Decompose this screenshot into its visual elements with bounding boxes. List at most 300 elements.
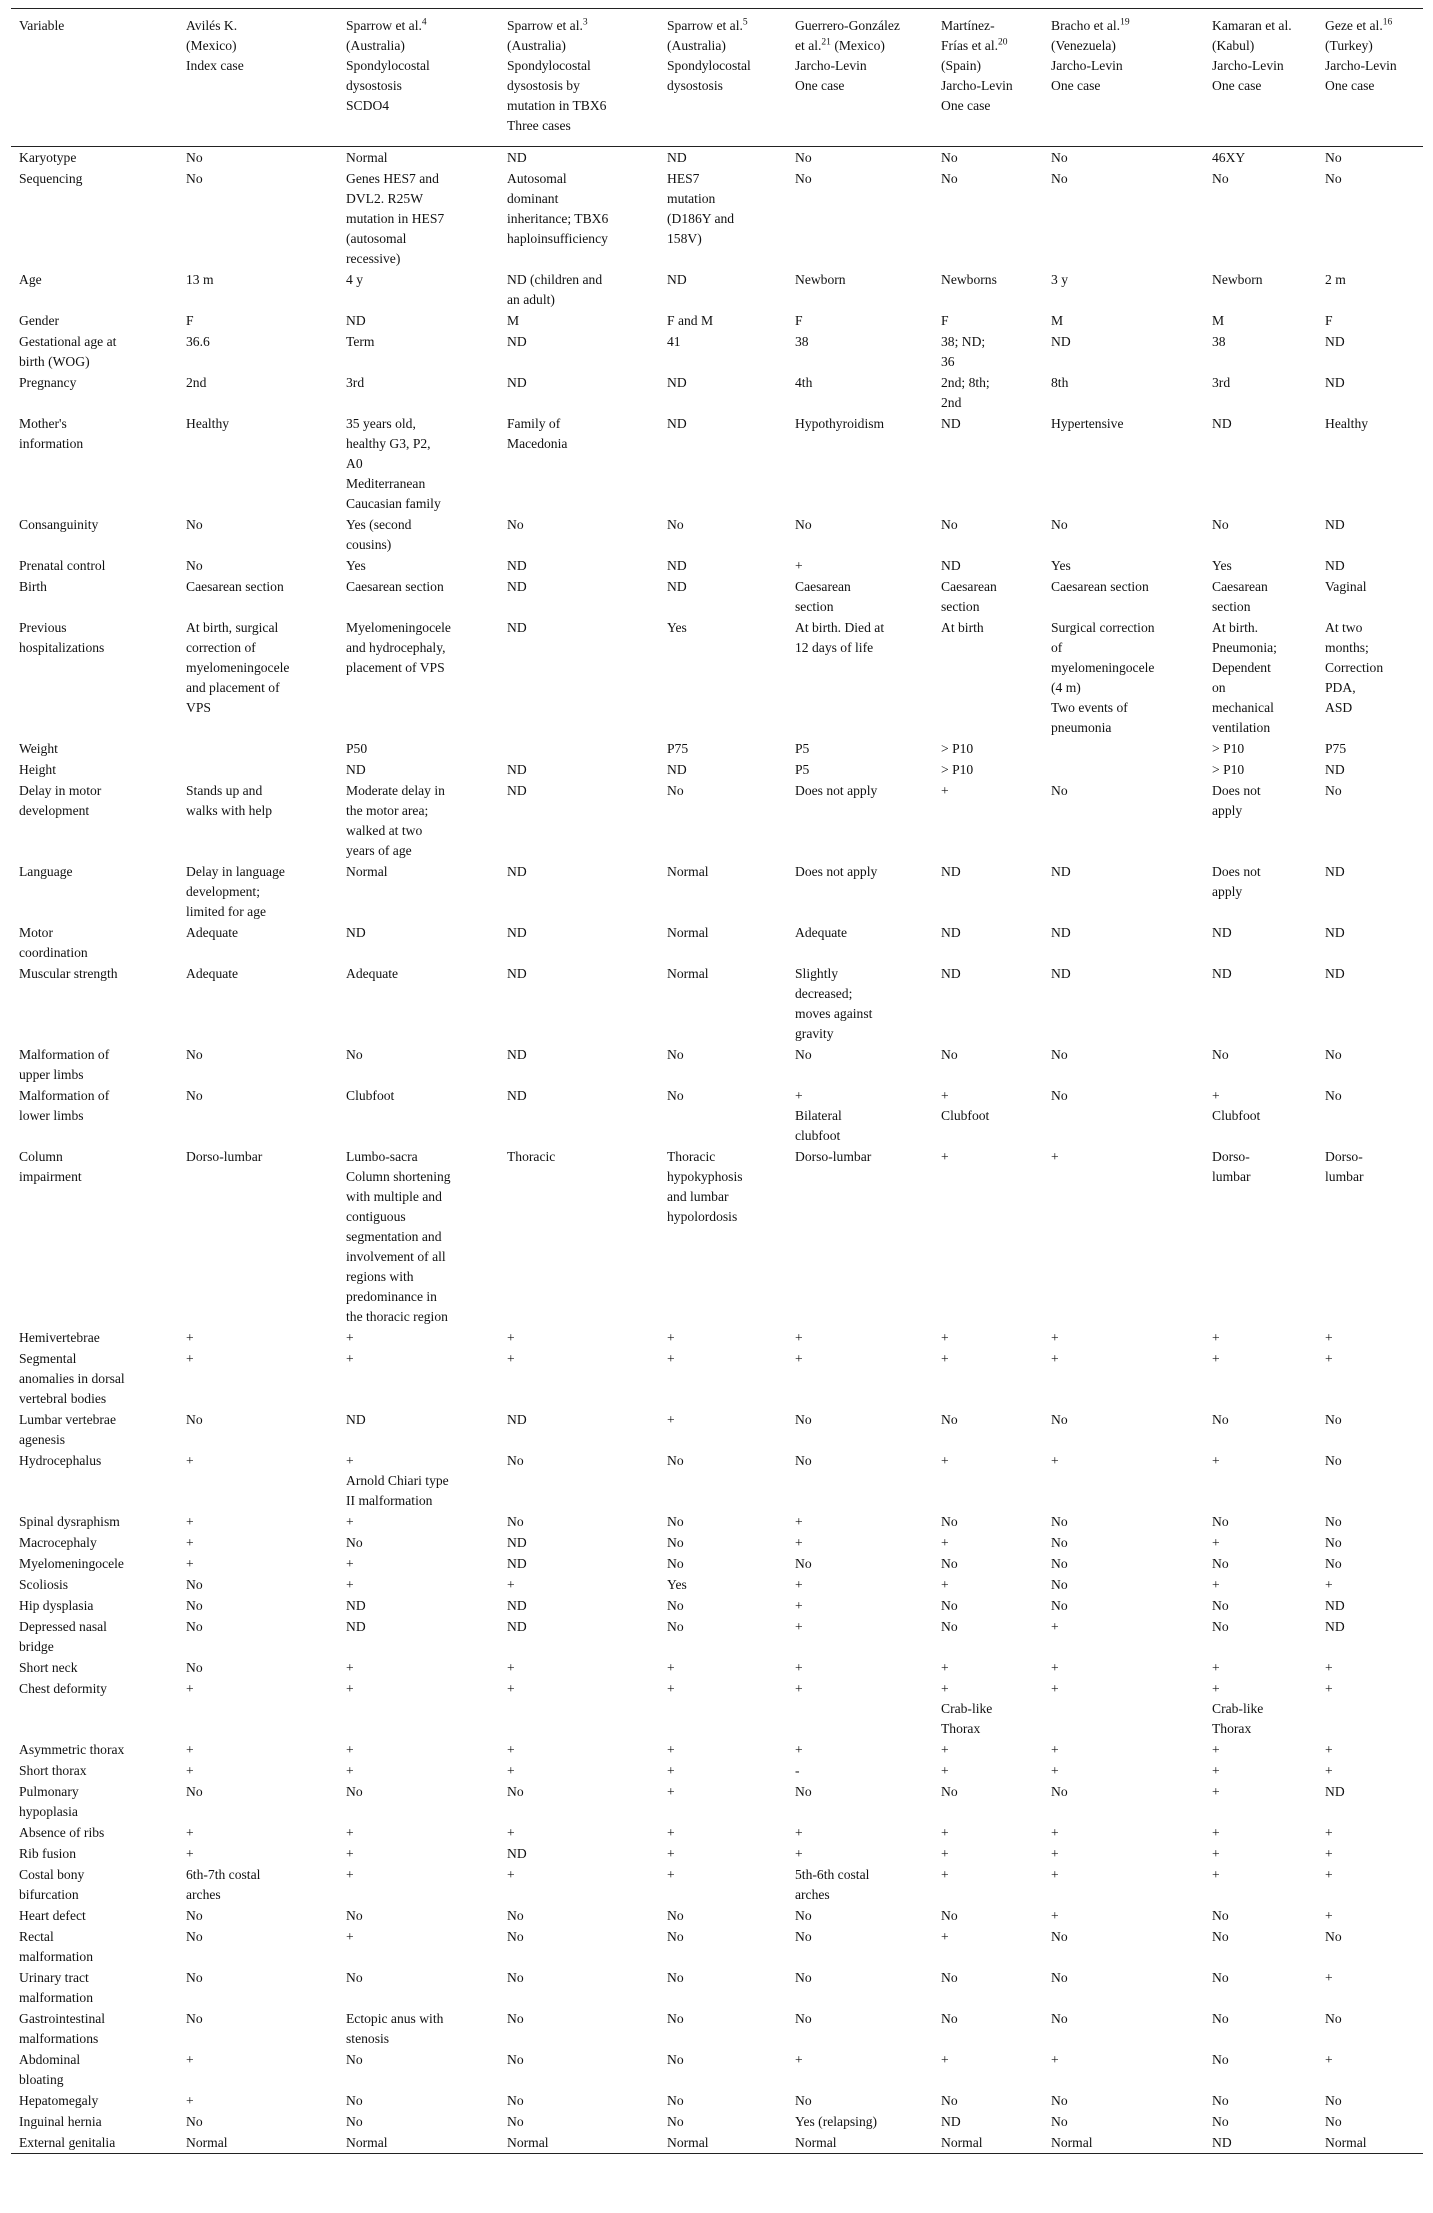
row-label-cell [11, 2008, 178, 2049]
cell-line: + [346, 1453, 354, 1468]
table-cell [1043, 1450, 1204, 1511]
table-row-karyotype [11, 147, 1423, 169]
table-cell [659, 147, 787, 169]
cell-line: No [1212, 2093, 1229, 2108]
table-cell [178, 2111, 338, 2132]
cell-line: No [941, 2093, 958, 2108]
table-cell [1043, 372, 1204, 413]
row-label-cell [11, 269, 178, 310]
cell-line: No [186, 1577, 203, 1592]
table-cell [659, 922, 787, 963]
table-cell [659, 1450, 787, 1511]
table-cell [787, 168, 933, 269]
table-row-mother-s-information [11, 413, 1423, 514]
table-cell [338, 738, 499, 759]
cell-line: At birth. [1212, 620, 1259, 635]
cell-line: No [1051, 2114, 1068, 2129]
column-header-line: Jarcho-Levin [1325, 58, 1397, 73]
cell-line: + [1051, 1908, 1059, 1923]
cell-line: ND [1212, 966, 1232, 981]
cell-line: + [941, 1929, 949, 1944]
cell-line: Clubfoot [941, 1108, 990, 1123]
cell-line: No [186, 558, 203, 573]
table-cell [338, 1085, 499, 1146]
table-cell [659, 1739, 787, 1760]
cell-line: + [1051, 1330, 1059, 1345]
table-cell [338, 331, 499, 372]
table-cell [178, 310, 338, 331]
row-label-line: Chest deformity [19, 1681, 107, 1696]
cell-line: Myelomeningocele [346, 620, 451, 635]
cell-line: Surgical correction [1051, 620, 1155, 635]
cell-line: No [795, 2093, 812, 2108]
table-cell [787, 1843, 933, 1864]
cell-line: 13 m [186, 272, 214, 287]
column-header-line: Jarcho-Levin [1212, 58, 1284, 73]
row-label-cell [11, 1532, 178, 1553]
cell-line: Yes (second [346, 517, 412, 532]
table-cell [338, 861, 499, 922]
table-cell [1204, 1409, 1317, 1450]
cell-line: + [186, 1514, 194, 1529]
cell-line: No [941, 1908, 958, 1923]
cell-line: A0 [346, 456, 363, 471]
cell-line: 6th-7th costal [186, 1867, 261, 1882]
table-cell [1043, 1967, 1204, 2008]
table-cell [1317, 922, 1423, 963]
cell-line: No [1051, 517, 1068, 532]
cell-line: Slightly [795, 966, 839, 981]
row-label-cell [11, 514, 178, 555]
cell-line: - [795, 1763, 800, 1778]
cell-line: II malformation [346, 1493, 433, 1508]
cell-line: + [941, 1149, 949, 1164]
table-row-malformation-of-upper-limbs [11, 1044, 1423, 1085]
cell-line: gravity [795, 1026, 834, 1041]
row-label-line: Column [19, 1149, 63, 1164]
cell-line: Caesarean [941, 579, 997, 594]
cell-line: Dependent [1212, 660, 1271, 675]
table-cell [1204, 1553, 1317, 1574]
row-label-line: Macrocephaly [19, 1535, 97, 1550]
table-cell [933, 1905, 1043, 1926]
table-cell [1204, 1327, 1317, 1348]
table-cell [338, 617, 499, 738]
cell-line: ND [507, 1535, 527, 1550]
cell-line: + [667, 1330, 675, 1345]
table-cell [787, 1327, 933, 1348]
row-label-cell [11, 861, 178, 922]
table-cell [1043, 1760, 1204, 1781]
cell-line: Caesarean [1212, 579, 1268, 594]
cell-line: + [1051, 2052, 1059, 2067]
table-cell [1043, 1409, 1204, 1450]
table-cell [1204, 759, 1317, 780]
cell-line: + [507, 1660, 515, 1675]
table-cell [178, 1678, 338, 1739]
table-cell [933, 1967, 1043, 2008]
row-label-line: coordination [19, 945, 88, 960]
cell-line: No [507, 2114, 524, 2129]
table-cell [1043, 269, 1204, 310]
cell-line: ND [507, 558, 527, 573]
cell-line: + [795, 1330, 803, 1345]
table-cell [659, 1843, 787, 1864]
cell-line: with multiple and [346, 1189, 442, 1204]
table-cell [1204, 2049, 1317, 2090]
cell-line: section [1212, 599, 1251, 614]
cell-line: F [1325, 313, 1333, 328]
table-cell [338, 1822, 499, 1843]
cell-line: + [795, 1846, 803, 1861]
row-label-cell [11, 1739, 178, 1760]
cell-line: No [1325, 171, 1342, 186]
cell-line: + [941, 2052, 949, 2067]
table-cell [499, 1409, 659, 1450]
cell-line: No [667, 1047, 684, 1062]
table-cell [1204, 413, 1317, 514]
table-cell [933, 963, 1043, 1044]
table-cell [1043, 413, 1204, 514]
cell-line: 158V) [667, 231, 702, 246]
cell-line: No [941, 2011, 958, 2026]
cell-line: No [795, 1047, 812, 1062]
table-cell [178, 1926, 338, 1967]
cell-line: No [186, 150, 203, 165]
cell-line: + [1212, 1351, 1220, 1366]
table-cell [499, 1926, 659, 1967]
table-cell [787, 269, 933, 310]
row-label-line: Birth [19, 579, 47, 594]
table-cell [499, 1044, 659, 1085]
table-cell [1317, 147, 1423, 169]
cell-line: Caucasian family [346, 496, 441, 511]
cell-line: No [186, 1088, 203, 1103]
cell-line: + [186, 1846, 194, 1861]
table-cell [1204, 1760, 1317, 1781]
cell-line: ND [1212, 925, 1232, 940]
column-header-text: et al. [795, 38, 822, 53]
column-header-line [1325, 16, 1420, 36]
cell-line: M [1212, 313, 1225, 328]
table-cell [1204, 738, 1317, 759]
table-row-language [11, 861, 1423, 922]
cell-line: + [507, 1742, 515, 1757]
table-cell [787, 1085, 933, 1146]
cell-line: + [346, 1514, 354, 1529]
cell-line: + [346, 1351, 354, 1366]
table-cell [338, 2111, 499, 2132]
cell-line: Adequate [186, 925, 239, 940]
cell-line: Family of [507, 416, 561, 431]
table-cell [659, 1864, 787, 1905]
cell-line: recessive) [346, 251, 401, 266]
table-cell [933, 617, 1043, 738]
table-cell [499, 1843, 659, 1864]
table-cell [1317, 2090, 1423, 2111]
row-label-line: bridge [19, 1639, 54, 1654]
cell-line: No [667, 2011, 684, 2026]
row-label-line: Consanguinity [19, 517, 99, 532]
cell-line: ND [346, 1619, 366, 1634]
column-header-6 [933, 9, 1043, 147]
cell-line: P75 [667, 741, 689, 756]
table-row-myelomeningocele [11, 1553, 1423, 1574]
cell-line: ND [941, 2114, 961, 2129]
table-row-short-thorax [11, 1760, 1423, 1781]
table-cell [178, 147, 338, 169]
table-row-macrocephaly [11, 1532, 1423, 1553]
cell-line: involvement of all [346, 1249, 446, 1264]
column-header-line: (Kabul) [1212, 38, 1255, 53]
table-cell [1204, 1348, 1317, 1409]
table-cell [1317, 1843, 1423, 1864]
table-cell [1043, 1926, 1204, 1967]
cell-line: No [1325, 1514, 1342, 1529]
table-row-gestational-age-at-birth-wog [11, 331, 1423, 372]
table-cell [338, 413, 499, 514]
table-cell [1043, 861, 1204, 922]
cell-line: No [667, 1929, 684, 1944]
cell-line: + [346, 1660, 354, 1675]
cell-line: 12 days of life [795, 640, 874, 655]
table-cell [499, 1327, 659, 1348]
row-label-line: Absence of ribs [19, 1825, 105, 1840]
row-label-line: bloating [19, 2072, 64, 2087]
cell-line: No [667, 2114, 684, 2129]
cell-line: 3rd [346, 375, 365, 390]
table-cell [338, 1678, 499, 1739]
cell-line: 2nd [941, 395, 962, 410]
table-cell [787, 1781, 933, 1822]
table-cell [1043, 1781, 1204, 1822]
cell-line: + [795, 1742, 803, 1757]
table-row-birth [11, 576, 1423, 617]
cell-line: No [346, 2114, 363, 2129]
cell-line: No [1051, 1929, 1068, 1944]
table-cell [1204, 922, 1317, 963]
table-cell [178, 1864, 338, 1905]
cell-line: Normal [346, 864, 388, 879]
row-label-line: Costal bony [19, 1867, 85, 1882]
column-header-line: (Venezuela) [1051, 38, 1116, 53]
table-cell [1204, 861, 1317, 922]
cell-line: Normal [667, 966, 709, 981]
cell-line: arches [795, 1887, 830, 1902]
cell-line: ND [1325, 762, 1345, 777]
cell-line: the motor area; [346, 803, 429, 818]
cell-line: ND [346, 762, 366, 777]
table-cell [178, 1967, 338, 2008]
cell-line: > P10 [941, 741, 974, 756]
table-row-hip-dysplasia [11, 1595, 1423, 1616]
cell-line: ND [1212, 416, 1232, 431]
table-cell [1204, 269, 1317, 310]
cell-line: No [795, 517, 812, 532]
cell-line: + [1051, 1867, 1059, 1882]
row-label-cell [11, 372, 178, 413]
cell-line: + [186, 1453, 194, 1468]
cell-line: No [186, 2114, 203, 2129]
column-header-line: Kamaran et al. [1212, 18, 1292, 33]
table-cell [1317, 1511, 1423, 1532]
column-header-text: (Mexico) [830, 38, 885, 53]
cell-line: Bilateral [795, 1108, 842, 1123]
table-cell [1204, 1822, 1317, 1843]
table-cell [178, 1044, 338, 1085]
column-header-7 [1043, 9, 1204, 147]
cell-line: No [346, 1047, 363, 1062]
table-cell [1317, 555, 1423, 576]
cell-line: Adequate [795, 925, 848, 940]
cell-line: Thorax [1212, 1721, 1252, 1736]
table-cell [1043, 1864, 1204, 1905]
table-cell [1317, 168, 1423, 269]
table-row-spinal-dysraphism [11, 1511, 1423, 1532]
cell-line: inheritance; TBX6 [507, 211, 609, 226]
table-cell [787, 1511, 933, 1532]
table-cell [787, 1739, 933, 1760]
cell-line: + [186, 1825, 194, 1840]
table-cell [787, 963, 933, 1044]
cell-line: Thoracic [507, 1149, 556, 1164]
table-cell [659, 1781, 787, 1822]
table-cell [1317, 738, 1423, 759]
table-row-chest-deformity [11, 1678, 1423, 1739]
table-cell [499, 372, 659, 413]
row-label-cell [11, 2132, 178, 2154]
table-cell [338, 780, 499, 861]
table-cell [659, 555, 787, 576]
table-cell [1204, 1085, 1317, 1146]
table-cell [499, 1781, 659, 1822]
cell-line: No [667, 1619, 684, 1634]
cell-line: placement of VPS [346, 660, 445, 675]
cell-line: No [1212, 171, 1229, 186]
cell-line: + [941, 1577, 949, 1592]
table-cell [1317, 1348, 1423, 1409]
table-cell [787, 372, 933, 413]
table-cell [933, 1085, 1043, 1146]
table-cell [659, 1905, 787, 1926]
table-cell [1043, 168, 1204, 269]
row-label-line: Myelomeningocele [19, 1556, 124, 1571]
table-cell [933, 555, 1043, 576]
table-cell [659, 372, 787, 413]
table-cell [338, 1760, 499, 1781]
cell-line: No [1051, 1412, 1068, 1427]
table-row-urinary-tract-malformation [11, 1967, 1423, 2008]
cell-line: Lumbo-sacra [346, 1149, 418, 1164]
table-cell [933, 372, 1043, 413]
cell-line: + [941, 1535, 949, 1550]
row-label-line: Pulmonary [19, 1784, 79, 1799]
cell-line: No [795, 2011, 812, 2026]
cell-line: + [507, 1577, 515, 1592]
row-label-line: Malformation of [19, 1047, 110, 1062]
table-cell [499, 1146, 659, 1327]
table-cell [178, 1595, 338, 1616]
table-cell [787, 1657, 933, 1678]
table-cell [1317, 963, 1423, 1044]
table-cell [178, 372, 338, 413]
cell-line: F [941, 313, 949, 328]
cell-line: DVL2. R25W [346, 191, 424, 206]
cell-line: No [667, 1908, 684, 1923]
column-header-line: One case [941, 98, 991, 113]
column-header-line [1051, 16, 1201, 36]
table-row-delay-in-motor-development [11, 780, 1423, 861]
table-row-motor-coordination [11, 922, 1423, 963]
table-cell [787, 1822, 933, 1843]
table-cell [1204, 1967, 1317, 2008]
cell-line: Moderate delay in [346, 783, 445, 798]
cell-line: ND [507, 1088, 527, 1103]
cell-line: Healthy [186, 416, 230, 431]
row-label-line: Language [19, 864, 73, 879]
case-comparison-table [11, 8, 1423, 2154]
cell-line: + [667, 1660, 675, 1675]
cell-line: + [186, 1763, 194, 1778]
row-label-cell [11, 1678, 178, 1739]
table-cell [1043, 1905, 1204, 1926]
table-cell [338, 1657, 499, 1678]
table-cell [659, 617, 787, 738]
table-row-sequencing [11, 168, 1423, 269]
table-cell [338, 310, 499, 331]
cell-line: ND [1325, 517, 1345, 532]
cell-line: ND [667, 558, 687, 573]
cell-line: No [1051, 783, 1068, 798]
table-cell [1204, 1595, 1317, 1616]
cell-line: ND [507, 966, 527, 981]
cell-line: + [1325, 1908, 1333, 1923]
table-cell [787, 413, 933, 514]
cell-line: F [795, 313, 803, 328]
cell-line: correction of [186, 640, 256, 655]
row-label-cell [11, 1781, 178, 1822]
cell-line: + [1051, 1619, 1059, 1634]
cell-line: and lumbar [667, 1189, 729, 1204]
cell-line: + [346, 1556, 354, 1571]
table-cell [659, 2049, 787, 2090]
table-body [11, 147, 1423, 2154]
cell-line: Arnold Chiari type [346, 1473, 449, 1488]
cell-line: ND [507, 1619, 527, 1634]
cell-line: Vaginal [1325, 579, 1367, 594]
cell-line: + [1212, 1846, 1220, 1861]
cell-line: + [941, 1660, 949, 1675]
table-cell [1043, 1085, 1204, 1146]
cell-line: + [507, 1681, 515, 1696]
cell-line: ND [507, 150, 527, 165]
table-cell [1317, 1146, 1423, 1327]
table-cell [499, 1595, 659, 1616]
table-cell [499, 1678, 659, 1739]
table-cell [1204, 1905, 1317, 1926]
cell-line: myelomeningocele [1051, 660, 1155, 675]
row-label-cell [11, 1146, 178, 1327]
cell-line: No [346, 1535, 363, 1550]
cell-line: + [941, 1763, 949, 1778]
column-header-line: Jarcho-Levin [795, 58, 867, 73]
reference-number: 20 [998, 37, 1008, 48]
table-cell [1317, 413, 1423, 514]
table-cell [178, 759, 338, 780]
table-cell [499, 1553, 659, 1574]
cell-line: years of age [346, 843, 412, 858]
cell-line: No [1212, 1929, 1229, 1944]
